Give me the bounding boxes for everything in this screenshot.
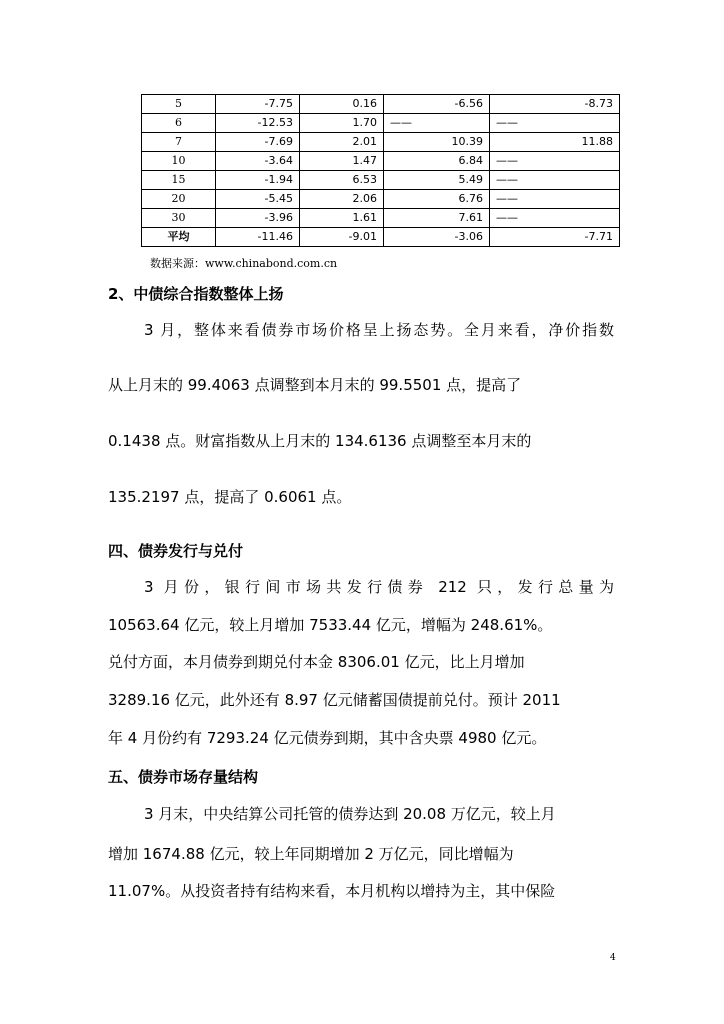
term-cell: 5 bbox=[142, 95, 216, 114]
value-cell: -3.64 bbox=[216, 152, 300, 171]
table-row bbox=[142, 152, 620, 171]
value-cell: —— bbox=[490, 209, 620, 228]
section-heading: 2、中债综合指数整体上扬 bbox=[108, 285, 284, 303]
term-cell: 20 bbox=[142, 190, 216, 209]
value-cell: -7.71 bbox=[490, 228, 620, 247]
value-cell: 1.47 bbox=[300, 152, 384, 171]
paragraph-line: 兑付方面，本月债券到期兑付本金 8306.01 亿元，比上月增加 bbox=[108, 653, 525, 671]
paragraph-line: 从上月末的 99.4063 点调整到本月末的 99.5501 点，提高了 bbox=[108, 376, 522, 394]
value-cell: 6.53 bbox=[300, 171, 384, 190]
paragraph-line: 3 月末，中央结算公司托管的债券达到 20.08 万亿元，较上月 bbox=[144, 805, 556, 823]
paragraph-line: 年 4 月份约有 7293.24 亿元债券到期，其中含央票 4980 亿元。 bbox=[108, 729, 547, 747]
value-cell: 6.76 bbox=[384, 190, 490, 209]
value-cell: -7.75 bbox=[216, 95, 300, 114]
term-cell: 7 bbox=[142, 133, 216, 152]
value-cell: -5.45 bbox=[216, 190, 300, 209]
value-cell: 0.16 bbox=[300, 95, 384, 114]
value-cell: -6.56 bbox=[384, 95, 490, 114]
table-row bbox=[142, 114, 620, 133]
value-cell: 10.39 bbox=[384, 133, 490, 152]
value-cell: 11.88 bbox=[490, 133, 620, 152]
value-cell: -7.69 bbox=[216, 133, 300, 152]
paragraph-line: 135.2197 点，提高了 0.6061 点。 bbox=[108, 488, 352, 506]
page-number: 4 bbox=[610, 953, 616, 963]
value-cell: -11.46 bbox=[216, 228, 300, 247]
paragraph-line: 3289.16 亿元，此外还有 8.97 亿元储蓄国债提前兑付。预计 2011 bbox=[108, 691, 561, 709]
value-cell: 1.70 bbox=[300, 114, 384, 133]
value-cell: —— bbox=[384, 114, 490, 133]
value-cell: 2.06 bbox=[300, 190, 384, 209]
table-row bbox=[142, 171, 620, 190]
value-cell: —— bbox=[490, 114, 620, 133]
paragraph-line: 3 月份，银行间市场共发行债券 212 只，发行总量为 bbox=[144, 578, 614, 596]
paragraph-line: 3 月，整体来看债券市场价格呈上扬态势。全月来看，净价指数 bbox=[144, 321, 614, 339]
value-cell: -3.96 bbox=[216, 209, 300, 228]
table-row bbox=[142, 95, 620, 114]
value-cell: -3.06 bbox=[384, 228, 490, 247]
section-heading: 四、债券发行与兑付 bbox=[108, 542, 244, 560]
value-cell: 6.84 bbox=[384, 152, 490, 171]
value-cell: -8.73 bbox=[490, 95, 620, 114]
value-cell: —— bbox=[490, 190, 620, 209]
average-label: 平均 bbox=[142, 228, 216, 247]
value-cell: 5.49 bbox=[384, 171, 490, 190]
term-cell: 10 bbox=[142, 152, 216, 171]
data-source-note: 数据来源：www.chinabond.com.cn bbox=[150, 257, 338, 270]
value-cell: 7.61 bbox=[384, 209, 490, 228]
paragraph-line: 0.1438 点。财富指数从上月末的 134.6136 点调整至本月末的 bbox=[108, 432, 532, 450]
value-cell: -9.01 bbox=[300, 228, 384, 247]
value-cell: -1.94 bbox=[216, 171, 300, 190]
term-cell: 30 bbox=[142, 209, 216, 228]
term-cell: 15 bbox=[142, 171, 216, 190]
value-cell: —— bbox=[490, 171, 620, 190]
value-cell: 2.01 bbox=[300, 133, 384, 152]
section-heading: 五、债券市场存量结构 bbox=[108, 768, 259, 786]
value-cell: —— bbox=[490, 152, 620, 171]
paragraph-line: 11.07%。从投资者持有结构来看，本月机构以增持为主，其中保险 bbox=[108, 882, 556, 900]
value-cell: 1.61 bbox=[300, 209, 384, 228]
table-row bbox=[142, 209, 620, 228]
table-row bbox=[142, 190, 620, 209]
paragraph-line: 增加 1674.88 亿元，较上年同期增加 2 万亿元，同比增幅为 bbox=[108, 845, 514, 863]
term-cell: 6 bbox=[142, 114, 216, 133]
table-row bbox=[142, 133, 620, 152]
value-cell: -12.53 bbox=[216, 114, 300, 133]
table-row-average bbox=[142, 228, 620, 247]
yield-change-table bbox=[141, 94, 620, 247]
paragraph-line: 10563.64 亿元，较上月增加 7533.44 亿元，增幅为 248.61%。 bbox=[108, 616, 553, 634]
